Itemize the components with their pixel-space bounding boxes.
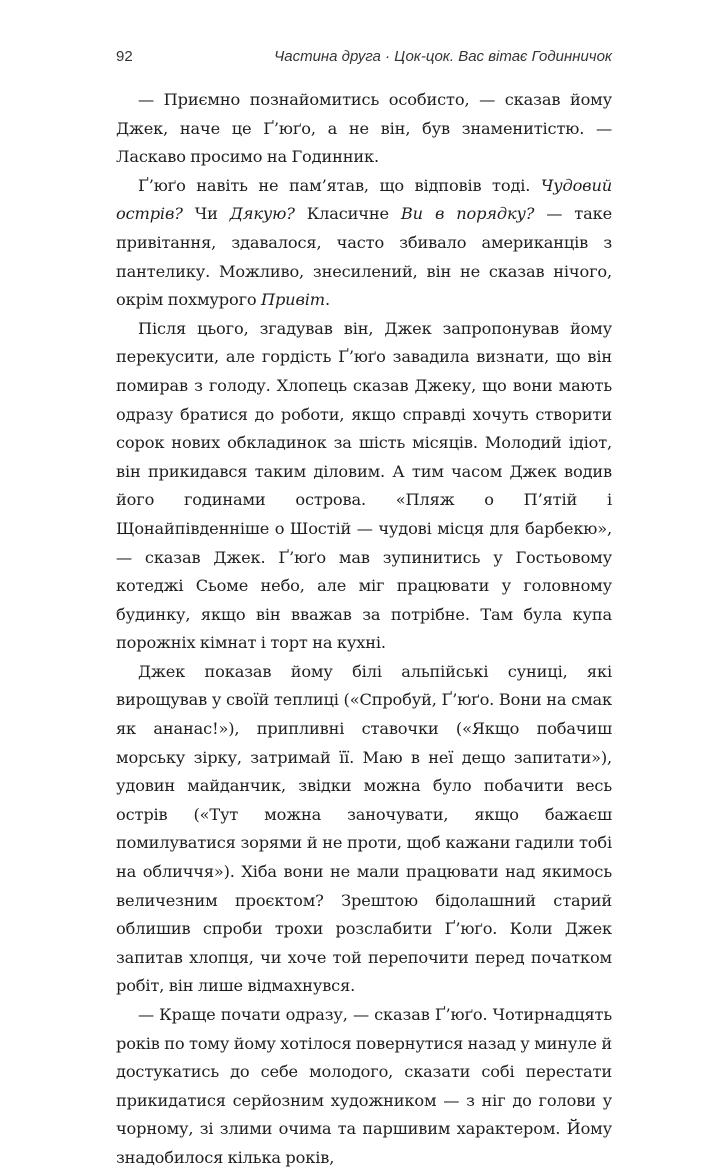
italic-run: Чудовий острів? <box>116 175 612 224</box>
body-text <box>116 86 612 1173</box>
text-run: — таке привітання, здавалося, часто збивало американців з пантелику. Можливо, знесилений, він не сказав нічого, окрім похмурого <box>116 204 612 310</box>
italic-run: Привіт <box>261 290 325 310</box>
text-run: . <box>324 290 330 310</box>
running-head: Частина друга · Цок-цок. Вас вітає Годинничок <box>274 48 612 65</box>
paragraph <box>116 86 612 172</box>
text-run: Після цього, згадував він, Джек запропонував йому перекусити, але гордість Ґ’юґо завадила визнати, що він помирав з голоду. Хлопець сказав Джеку, що вони мають одразу братися до роботи, якщо справді хочуть створити сорок нових обкладинок за шість місяців. Молодий ідіот, він прикидався таким діловим. А тим часом Джек водив його годинами острова. «Пляж о П’ятій і Щонайпівденніше о Шостій — чудові місця для барбекю», — сказав Джек. Ґ’юґо мав зупинитись у Гостьовому котеджі Сьоме небо, але міг працювати у головному будинку, якщо він вважав за потрібне. Там була купа порожніх кімнат і торт на кухні. <box>116 318 612 653</box>
paragraph <box>116 1001 612 1173</box>
paragraph <box>116 315 612 658</box>
italic-run: Ви в порядку? <box>400 204 535 224</box>
text-run: — Краще почати одразу, — сказав Ґ’юґо. Чотирнадцять років по тому йому хотілося повернутися назад у минуле й достукатись до себе молодого, сказати собі перестати прикидатися серйозним художником — з ніг до голови у чорному, зі злими очима та паршивим характером. Йому знадобилося кілька років, <box>116 1005 612 1167</box>
paragraph <box>116 658 612 1001</box>
text-run: Чи <box>182 204 230 224</box>
paragraph <box>116 172 612 315</box>
text-run: Ґ’юґо навіть не пам’ятав, що відповів тоді. <box>138 175 541 195</box>
page-number: 92 <box>116 48 133 65</box>
text-run: Класичне <box>294 204 401 224</box>
text-run: — Приємно познайомитись особисто, — сказав йому Джек, наче це Ґ’юґо, а не він, був знаменитістю. — Ласкаво просимо на Годинник. <box>116 90 612 167</box>
page-header <box>116 48 612 70</box>
text-run: Джек показав йому білі альпійські суниці, які вирощував у своїй теплиці («Спробуй, Ґ’юґо. Вони на смак як ананас!»), припливні ставочки («Якщо побачиш морську зірку, затримай її. Маю в неї дещо запитати»), удовин майданчик, звідки можна було побачити весь острів («Тут можна заночувати, якщо бажаєш помилуватися зорями й не проти, щоб кажани гадили тобі на обличчя»). Хіба вони не мали працювати над якимось величезним проєктом? Зрештою бідолашний старий облишив спроби трохи розслабити Ґ’юґо. Коли Джек запитав хлопця, чи хоче той перепочити перед початком робіт, він лише відмахнувся. <box>116 661 612 996</box>
italic-run: Дякую? <box>229 204 295 224</box>
